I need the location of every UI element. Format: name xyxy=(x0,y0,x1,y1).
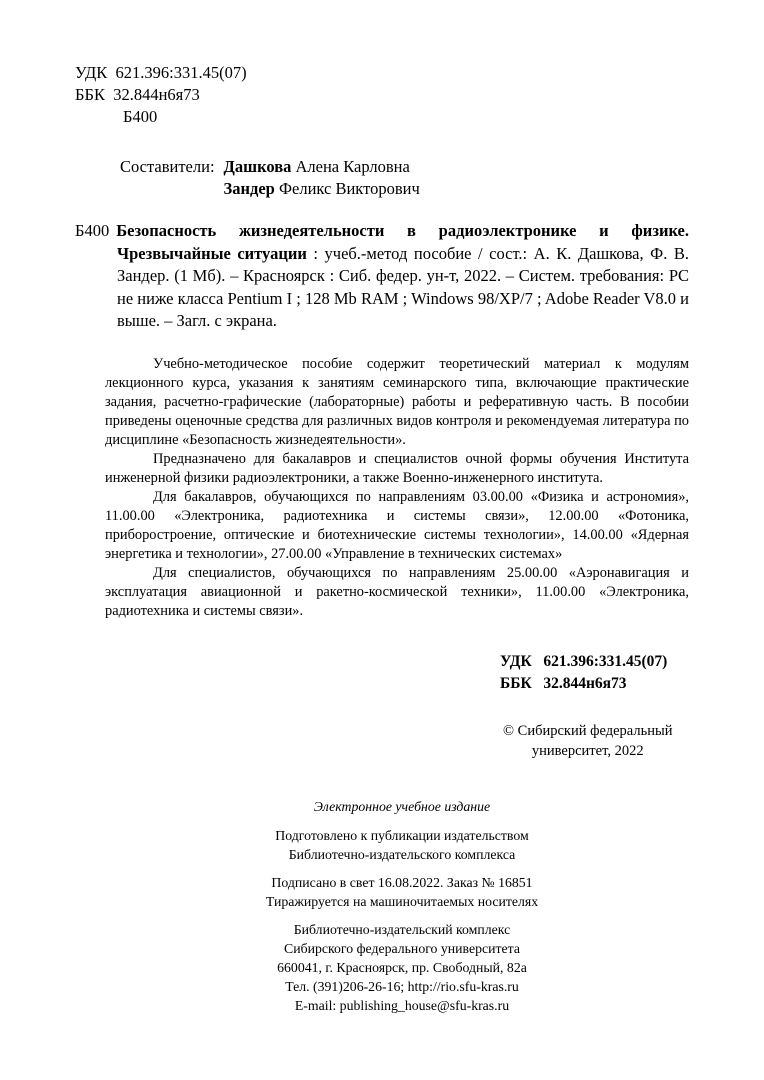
publisher-email-line: E-mail: publishing_house@sfu-kras.ru xyxy=(294,997,510,1013)
author-sign-code: Б400 xyxy=(123,107,158,126)
edition-note: Электронное учебное издание xyxy=(313,798,491,814)
prepared-block xyxy=(115,826,689,864)
copyright-block xyxy=(503,721,672,761)
annotation-paragraph: Для специалистов, обучающихся по направлениям 25.00.00 «Аэронавигация и эксплуатация авиационной и ракетно-космической техники», 11.00.00 «Электроника, радиотехника и системы связи». xyxy=(105,564,689,619)
annotation-paragraph: Предназначено для бакалавров и специалистов очной формы обучения Института инженерной физики радиоэлектроники, а также Военно-инженерного института. xyxy=(105,450,689,486)
release-line: Подписано в свет 16.08.2022. Заказ № 16851 xyxy=(271,874,533,890)
compiler-surname: Дашкова xyxy=(223,157,292,176)
udk-line-bottom: УДК 621.396:331.45(07) xyxy=(500,652,668,670)
publisher-block xyxy=(115,920,689,1015)
prepared-line: Подготовлено к публикации издательством xyxy=(275,827,529,843)
publisher-phone-site-line: Тел. (391)206-26-16; http://rio.sfu-kras.ru xyxy=(285,978,519,994)
annotation-paragraph: Учебно-методическое пособие содержит теоретический материал к модулям лекционного курса, указания к занятиям семинарского типа, включающие практические задания, расчетно-графические (лабораторные) работы и реферативную часть. В пособии приведены оценочные средства для различных видов контроля и рекомендуемая литература по дисциплине «Безопасность жизнедеятельности». xyxy=(105,355,689,448)
copyright-line: университет, 2022 xyxy=(531,742,644,759)
annotation-paragraph: Для бакалавров, обучающихся по направлениям 03.00.00 «Физика и астрономия», 11.00.00 «Электроника, радиотехника и системы связи», 12.00.00 «Фотоника, приборостроение, оптические и биотехнические системы технологии», 14.00.00 «Ядерная энергетика и технологии», 27.00.00 «Управление в технических системах» xyxy=(105,488,689,562)
entry-description: : учеб.-метод пособие / сост.: А. К. Дашкова, Ф. В. Зандер. (1 Мб). – Красноярск : Сиб. федер. ун-т, 2022. – Систем. требования: PC не ниже класса Pentium I ; 128 Mb RAM ; Windows 98/XP/7 ; Adobe Reader V8.0 и выше. – Загл. с экрана. xyxy=(117,243,689,330)
top-codes-block xyxy=(75,62,689,128)
annotation-block xyxy=(105,355,689,621)
compilers-block xyxy=(120,156,689,200)
compilers-names xyxy=(224,156,420,200)
compiler-name xyxy=(224,156,420,178)
entry-code: Б400 xyxy=(75,221,110,240)
publisher-name-line: Сибирского федерального университета xyxy=(284,940,520,956)
bbk-line-bottom: ББК 32.844н6я73 xyxy=(500,674,627,692)
bottom-codes-block xyxy=(500,651,689,695)
bibliographic-entry xyxy=(75,220,689,333)
compiler-given-names: Алена Карловна xyxy=(291,157,410,176)
prepared-line: Библиотечно-издательского комплекса xyxy=(288,846,516,862)
imprint-footer xyxy=(75,797,689,1015)
udk-line: УДК 621.396:331.45(07) xyxy=(75,63,247,82)
copyright-line: © Сибирский федеральный xyxy=(503,722,673,739)
publisher-address-line: 660041, г. Красноярск, пр. Свободный, 82а xyxy=(277,959,527,975)
bbk-line: ББК 32.844н6я73 xyxy=(75,85,200,104)
compiler-surname: Зандер xyxy=(223,179,275,198)
compiler-name xyxy=(224,178,420,200)
compiler-given-names: Феликс Викторович xyxy=(274,179,420,198)
entry-title: Безопасность жизнедеятельности в радиоэлектронике и физике. Чрезвычайные ситуации xyxy=(116,221,689,263)
publisher-name-line: Библиотечно-издательский комплекс xyxy=(293,921,511,937)
release-block xyxy=(115,873,689,911)
release-line: Тиражируется на машиночитаемых носителях xyxy=(265,893,539,909)
compilers-label: Составители: xyxy=(120,157,215,176)
